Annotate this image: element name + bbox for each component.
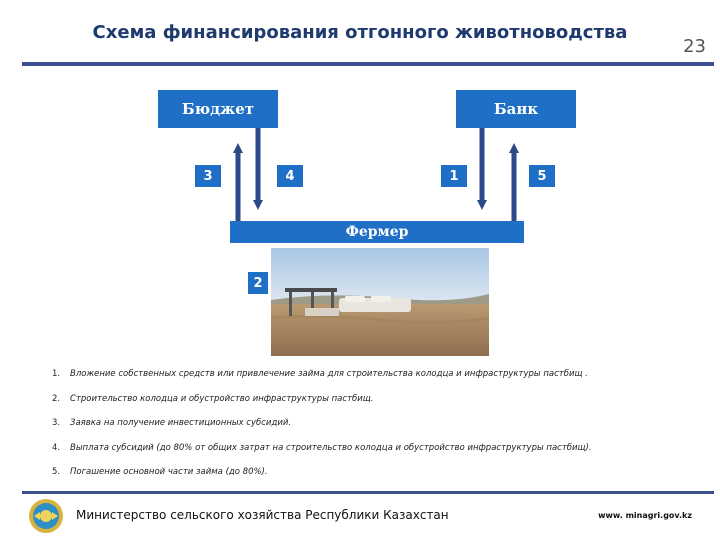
farmer-box: Фермер bbox=[230, 221, 524, 243]
ministry-name: Министерство сельского хозяйства Республики Казахстан bbox=[76, 508, 449, 522]
state-emblem-icon bbox=[28, 498, 64, 534]
step-badge-4: 4 bbox=[277, 165, 303, 187]
list-item: 1. Вложение собственных средств или привлечение займа для строительства колодца и инфраструктуры пастбищ . bbox=[52, 369, 588, 380]
bank-box: Банк bbox=[456, 90, 576, 128]
list-item: 4. Выплата субсидий (до 80% от общих затрат на строительство колодца и обустройство инфраструктуры пастбищ). bbox=[52, 442, 592, 453]
list-item: 5. Погашение основной части займа (до 80%). bbox=[52, 467, 268, 478]
step-badge-5: 5 bbox=[529, 165, 555, 187]
footer-divider bbox=[22, 491, 714, 494]
page-number: 23 bbox=[683, 36, 706, 57]
step-badge-3: 3 bbox=[195, 165, 221, 187]
website-link[interactable]: www. minagri.gov.kz bbox=[598, 511, 692, 520]
list-item: 3. Заявка на получение инвестиционных субсидий. bbox=[52, 418, 292, 429]
steps-list bbox=[52, 362, 692, 485]
step-badge-1: 1 bbox=[441, 165, 467, 187]
pasture-well-photo bbox=[271, 248, 489, 356]
list-item: 2. Строительство колодца и обустройство инфраструктуры пастбищ. bbox=[52, 393, 374, 404]
budget-box: Бюджет bbox=[158, 90, 278, 128]
slide-title: Схема финансирования отгонного животноводства bbox=[92, 22, 628, 43]
step-badge-2: 2 bbox=[248, 272, 268, 294]
